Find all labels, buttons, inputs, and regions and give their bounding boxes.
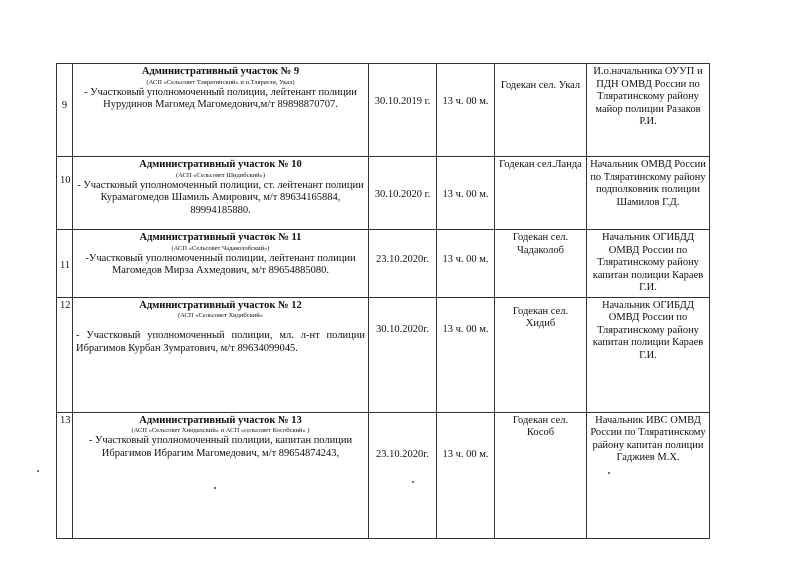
district-description-cell — [73, 64, 369, 157]
place-cell — [495, 157, 587, 230]
table-row — [57, 297, 710, 412]
time-cell — [437, 230, 495, 298]
reception-date: 23.10.2020г. — [376, 254, 429, 265]
district-subtitle: (АСП «Сельсовет Хиндахский» и АСП «сельсовет Кособский» ) — [131, 427, 310, 434]
table-row — [57, 230, 710, 298]
responsible-cell — [587, 297, 710, 412]
reception-place: Годекан сел. Укал — [500, 80, 581, 91]
reception-time: 13 ч. 00 м. — [442, 323, 489, 335]
place-cell — [495, 64, 587, 157]
table-row — [57, 157, 710, 230]
district-subtitle: (АСП «Сельсовет Хидибский» — [178, 312, 263, 319]
district-title: Административный участок № 10 — [139, 159, 302, 170]
date-cell — [369, 157, 437, 230]
date-cell — [369, 412, 437, 538]
row-number: 9 — [61, 100, 68, 111]
district-title: Административный участок № 12 — [139, 299, 302, 311]
district-title: Административный участок № 11 — [139, 232, 302, 243]
responsible-person: Начальник ОГИБДД ОМВД России по Тляратинскому району капитан полиции Караев Г.И. — [592, 232, 704, 293]
row-number: 10 — [60, 175, 71, 186]
responsible-person: Начальник ОГИБДД ОМВД России по Тляратинскому району капитан полиции Караев Г.И. — [592, 299, 704, 361]
district-description-cell — [73, 157, 369, 230]
responsible-cell — [587, 230, 710, 298]
district-description-cell — [73, 297, 369, 412]
responsible-person: Начальник ИВС ОМВД России по Тляратинскому району капитан полиции Гаджиев М.Х. — [590, 414, 706, 463]
scan-speck — [37, 470, 39, 472]
responsible-cell — [587, 157, 710, 230]
row-number-cell — [57, 230, 73, 298]
reception-place: Годекан сел.Ланда — [499, 159, 582, 170]
reception-time: 13 ч. 00 м. — [442, 448, 489, 460]
reception-schedule-table — [56, 63, 710, 539]
responsible-cell — [587, 412, 710, 538]
officer-info: -Участковый уполномоченный полиции, лейтенант полиции Магомедов Мирза Ахмедович, м/т 89654885080. — [85, 252, 356, 276]
time-cell — [437, 64, 495, 157]
date-cell — [369, 297, 437, 412]
scan-speck — [214, 487, 216, 489]
scan-speck — [412, 481, 414, 483]
date-cell — [369, 64, 437, 157]
place-cell — [495, 297, 587, 412]
district-description-cell — [73, 230, 369, 298]
district-title: Административный участок № 13 — [139, 414, 302, 426]
row-number-cell — [57, 157, 73, 230]
reception-time: 13 ч. 00 м. — [442, 96, 489, 107]
scan-speck — [608, 472, 610, 474]
reception-date: 30.10.2019 г. — [374, 96, 431, 107]
reception-time: 13 ч. 00 м. — [442, 189, 489, 200]
place-cell — [495, 230, 587, 298]
row-number: 12 — [60, 299, 71, 311]
date-cell — [369, 230, 437, 298]
row-number-cell — [57, 64, 73, 157]
responsible-person: Начальник ОМВД России по Тляратинскому району подполковник полиции Шамилов Г.Д. — [590, 159, 706, 208]
time-cell — [437, 297, 495, 412]
district-subtitle: (АСП «Сельсовет Тляратинский» и п.Тляратли, Укал) — [146, 78, 295, 86]
reception-place: Годекан сел. Кособ — [512, 414, 569, 438]
reception-place: Годекан сел. Хидиб — [512, 305, 569, 329]
officer-info: - Участковый уполномоченный полиции, мл. л-нт полиции Ибрагимов Курбан Зумратович, м/т 89634099045. — [76, 330, 365, 354]
district-subtitle: (АСП «Сельсовет Чадаколобский») — [171, 244, 270, 252]
place-cell — [495, 412, 587, 538]
row-number-cell — [57, 412, 73, 538]
responsible-person: И.о.начальника ОУУП и ПДН ОМВД России по Тляратинскому району майор полиции Разаков Р.И. — [593, 66, 703, 127]
reception-place: Годекан сел. Чадаколоб — [512, 232, 569, 256]
reception-date: 23.10.2020г. — [376, 448, 429, 460]
reception-date: 30.10.2020г. — [376, 323, 429, 335]
reception-date: 30.10.2020 г. — [374, 189, 431, 200]
responsible-cell — [587, 64, 710, 157]
table-row — [57, 412, 710, 538]
officer-info: - Участковый уполномоченный полиции, капитан полиции Ибрагимов Ибрагим Магомедович, м/т 89654874243, — [88, 435, 353, 459]
row-number: 11 — [60, 260, 71, 271]
officer-info: - Участковый уполномоченный полиции, ст. лейтенант полиции Курамагомедов Шамиль Амирович, м/т 89634165884, 89994185880. — [77, 179, 364, 216]
reception-time: 13 ч. 00 м. — [442, 254, 489, 265]
district-description-cell — [73, 412, 369, 538]
row-number: 13 — [60, 414, 71, 426]
table-row — [57, 64, 710, 157]
officer-info: - Участковый уполномоченный полиции, лейтенант полиции Нурудинов Магомед Магомедович,м/т 89898870707. — [84, 86, 357, 110]
district-subtitle: (АСП «Сельсовет Шидибский») — [175, 171, 265, 179]
row-number-cell — [57, 297, 73, 412]
time-cell — [437, 412, 495, 538]
district-title: Административный участок № 9 — [141, 66, 300, 77]
time-cell — [437, 157, 495, 230]
